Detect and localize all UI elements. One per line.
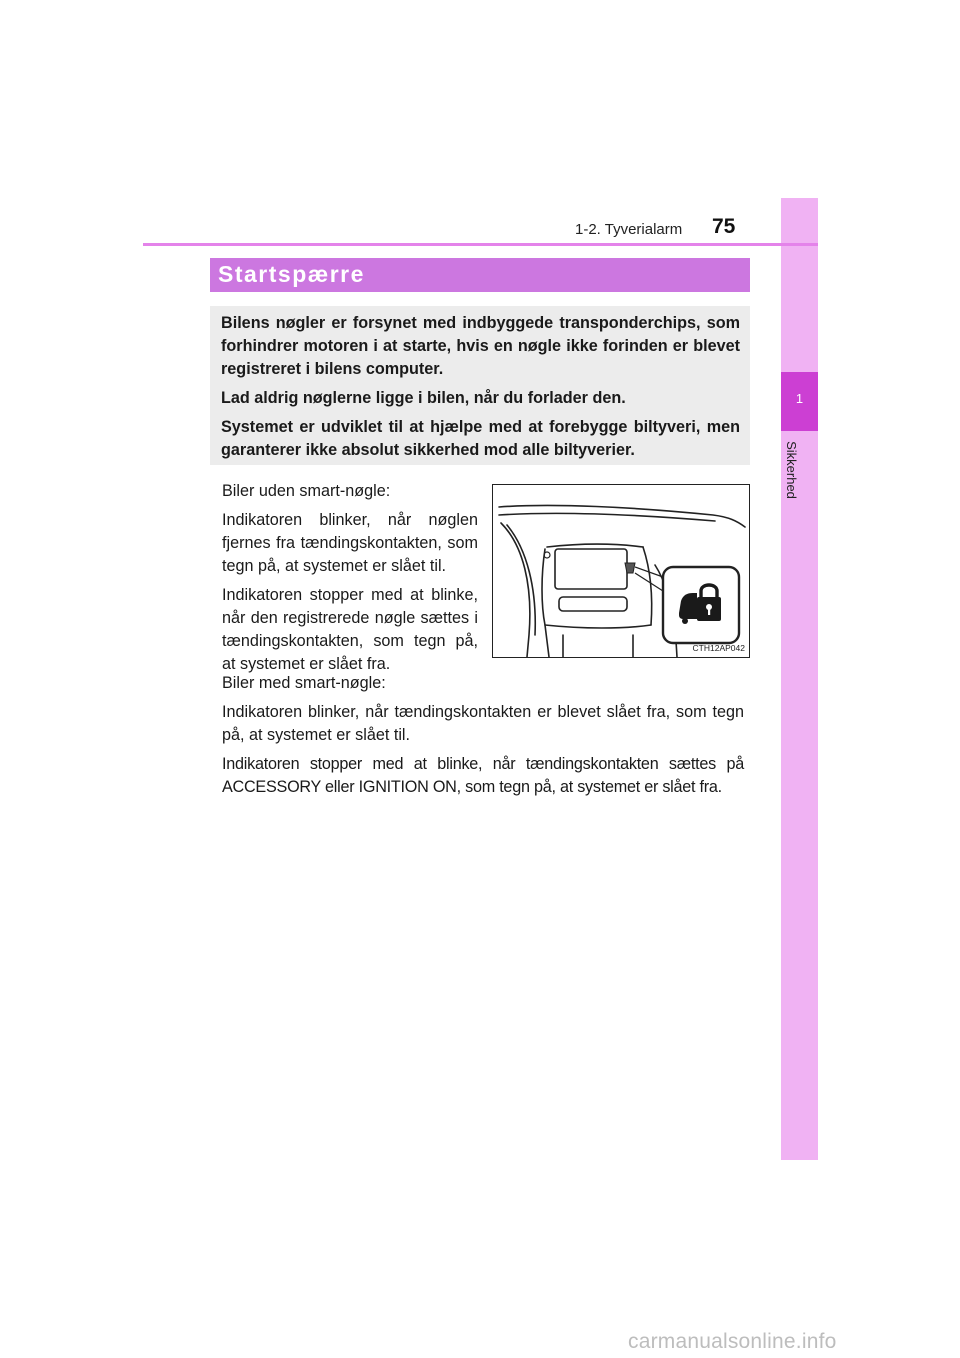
without-smart-key-para1: Indikatoren blinker, når nøglen fjernes fra tændingskontakten, som tegn på, at systemet er slået til. bbox=[222, 511, 478, 575]
section-header: 1-2. Tyverialarm bbox=[575, 221, 683, 238]
chapter-number: 1 bbox=[795, 391, 804, 406]
watermark: carmanualsonline.info bbox=[628, 1330, 837, 1353]
without-smart-key-section bbox=[222, 480, 478, 682]
intro-paragraph: Systemet er udviklet til at hjælpe med at forebygge biltyveri, men garanterer ikke absolut sikkerhed mod alle biltyverier. bbox=[221, 418, 740, 459]
with-smart-key-para1: Indikatoren blinker, når tændingskontakten er blevet slået fra, som tegn på, at systemet er slået til. bbox=[222, 703, 744, 744]
with-smart-key-heading: Biler med smart-nøgle: bbox=[222, 674, 386, 692]
intro-paragraph: Lad aldrig nøglerne ligge i bilen, når du forlader den. bbox=[221, 389, 626, 407]
with-smart-key-section bbox=[222, 672, 744, 805]
without-smart-key-heading: Biler uden smart-nøgle: bbox=[222, 482, 391, 500]
chapter-label: Sikkerhed bbox=[784, 441, 799, 499]
with-smart-key-para2: Indikatoren stopper med at blinke, når tændingskontakten sættes på ACCESSORY eller IGNITION ON, som tegn på, at systemet er slået fra. bbox=[222, 755, 744, 796]
intro-box bbox=[210, 306, 750, 465]
dashboard-figure bbox=[492, 484, 750, 658]
page-number: 75 bbox=[712, 215, 736, 238]
without-smart-key-para2: Indikatoren stopper med at blinke, når den registrerede nøgle sættes i tændingskontakten, som tegn på, at systemet er slået fra. bbox=[222, 586, 478, 673]
intro-paragraph: Bilens nøgler er forsynet med indbyggede transponderchips, som forhindrer motoren i at starte, hvis en nøgle ikke forinden er blevet registreret i bilens computer. bbox=[221, 314, 740, 378]
page-title: Startspærre bbox=[218, 261, 365, 287]
dashboard-illustration bbox=[493, 485, 750, 658]
header-rule bbox=[143, 243, 818, 246]
title-bar bbox=[210, 258, 750, 292]
figure-code: CTH12AP042 bbox=[692, 643, 745, 653]
chapter-side-tab bbox=[781, 198, 818, 1160]
